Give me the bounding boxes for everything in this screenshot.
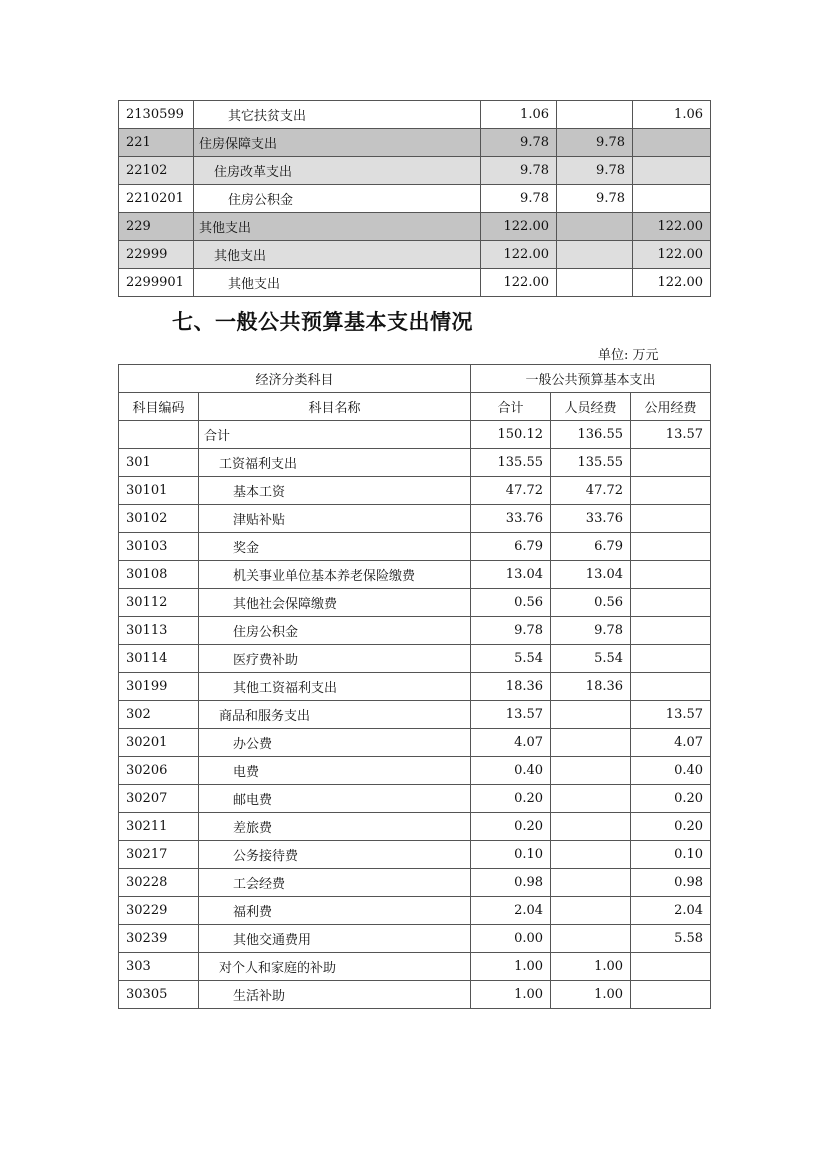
personnel-amount: 6.79 [551,533,631,561]
total-amount: 9.78 [481,157,557,185]
personnel-amount [551,729,631,757]
subject-name: 商品和服务支出 [199,701,471,729]
total-amount: 33.76 [471,505,551,533]
total-amount: 9.78 [481,185,557,213]
personnel-amount [551,757,631,785]
total-amount: 9.78 [471,617,551,645]
personnel-amount: 136.55 [551,421,631,449]
table-row [119,673,711,701]
public-amount [631,505,711,533]
personnel-amount [551,897,631,925]
subject-code: 301 [119,449,199,477]
public-amount [631,645,711,673]
table-row [119,129,711,157]
project-amount [633,185,711,213]
personnel-amount [551,785,631,813]
subject-code: 30201 [119,729,199,757]
table-row [119,533,711,561]
header-row-columns [119,393,711,421]
table-row [119,701,711,729]
total-amount: 1.00 [471,981,551,1009]
subject-name: 住房公积金 [194,185,481,213]
total-amount: 6.79 [471,533,551,561]
personnel-amount: 0.56 [551,589,631,617]
personnel-amount [551,925,631,953]
public-amount: 2.04 [631,897,711,925]
table-row [119,241,711,269]
total-amount: 4.07 [471,729,551,757]
header-subject-code: 科目编码 [119,393,199,421]
subject-code: 30108 [119,561,199,589]
unit-label: 单位: 万元 [598,348,659,363]
subject-name: 医疗费补助 [199,645,471,673]
basic-amount [557,269,633,297]
prior-expense-table [118,100,711,297]
public-amount [631,533,711,561]
table-row [119,953,711,981]
subject-name: 工会经费 [199,869,471,897]
subject-code: 30228 [119,869,199,897]
subject-name: 对个人和家庭的补助 [199,953,471,981]
table-row [119,617,711,645]
table-row [119,477,711,505]
total-amount: 135.55 [471,449,551,477]
subject-name: 合计 [199,421,471,449]
total-amount: 0.98 [471,869,551,897]
header-personnel-expense: 人员经费 [551,393,631,421]
table-row [119,505,711,533]
table-row [119,785,711,813]
project-amount [633,129,711,157]
public-amount [631,953,711,981]
public-amount [631,449,711,477]
public-amount: 0.40 [631,757,711,785]
subject-name: 基本工资 [199,477,471,505]
subject-code: 229 [119,213,194,241]
header-economic-classification: 经济分类科目 [119,365,471,393]
header-total: 合计 [471,393,551,421]
subject-name: 住房改革支出 [194,157,481,185]
total-amount: 0.56 [471,589,551,617]
subject-name: 其他社会保障缴费 [199,589,471,617]
total-amount: 122.00 [481,269,557,297]
subject-name: 福利费 [199,897,471,925]
personnel-amount: 1.00 [551,953,631,981]
table-row [119,185,711,213]
personnel-amount: 5.54 [551,645,631,673]
subject-code: 30102 [119,505,199,533]
total-amount: 9.78 [481,129,557,157]
subject-code: 22999 [119,241,194,269]
header-row-group [119,365,711,393]
basic-amount [557,101,633,129]
table-row [119,897,711,925]
table-row [119,729,711,757]
table-row [119,157,711,185]
subject-name: 机关事业单位基本养老保险缴费 [199,561,471,589]
table-row [119,561,711,589]
subject-name: 津贴补贴 [199,505,471,533]
subject-name: 生活补助 [199,981,471,1009]
subject-code: 303 [119,953,199,981]
subject-code: 30114 [119,645,199,673]
total-amount: 1.06 [481,101,557,129]
personnel-amount [551,701,631,729]
subject-name: 其他交通费用 [199,925,471,953]
subject-name: 公务接待费 [199,841,471,869]
header-basic-expenditure: 一般公共预算基本支出 [471,365,711,393]
basic-amount: 9.78 [557,185,633,213]
total-amount: 2.04 [471,897,551,925]
public-amount: 4.07 [631,729,711,757]
total-amount: 13.04 [471,561,551,589]
total-amount: 47.72 [471,477,551,505]
total-amount: 13.57 [471,701,551,729]
total-amount: 1.00 [471,953,551,981]
subject-name: 其他支出 [194,269,481,297]
personnel-amount: 13.04 [551,561,631,589]
prior-expense-table-body [119,101,711,297]
subject-code: 30217 [119,841,199,869]
basic-amount [557,213,633,241]
total-amount: 122.00 [481,213,557,241]
subject-code: 30112 [119,589,199,617]
table-row [119,269,711,297]
subject-code: 302 [119,701,199,729]
personnel-amount [551,841,631,869]
table-row [119,213,711,241]
personnel-amount: 33.76 [551,505,631,533]
basic-expense-table-body [119,421,711,1009]
total-amount: 18.36 [471,673,551,701]
subject-code: 30305 [119,981,199,1009]
total-amount: 0.40 [471,757,551,785]
subject-code [119,421,199,449]
basic-amount: 9.78 [557,157,633,185]
public-amount: 0.10 [631,841,711,869]
subject-name: 差旅费 [199,813,471,841]
subject-name: 办公费 [199,729,471,757]
section-title: 七、一般公共预算基本支出情况 [172,310,473,334]
subject-code: 30101 [119,477,199,505]
table-row [119,757,711,785]
table-row [119,841,711,869]
subject-code: 30103 [119,533,199,561]
total-amount: 122.00 [481,241,557,269]
personnel-amount: 135.55 [551,449,631,477]
personnel-amount: 47.72 [551,477,631,505]
subject-code: 221 [119,129,194,157]
header-public-expense: 公用经费 [631,393,711,421]
subject-name: 其他工资福利支出 [199,673,471,701]
public-amount: 5.58 [631,925,711,953]
subject-code: 2130599 [119,101,194,129]
public-amount [631,673,711,701]
total-amount: 150.12 [471,421,551,449]
subject-code: 2210201 [119,185,194,213]
basic-amount [557,241,633,269]
project-amount [633,157,711,185]
project-amount: 122.00 [633,241,711,269]
table-row [119,869,711,897]
subject-code: 2299901 [119,269,194,297]
subject-name: 电费 [199,757,471,785]
public-amount [631,617,711,645]
public-amount: 13.57 [631,421,711,449]
subject-name: 其他支出 [194,213,481,241]
public-amount: 0.98 [631,869,711,897]
public-amount [631,981,711,1009]
public-amount [631,477,711,505]
table-row [119,589,711,617]
subject-code: 30199 [119,673,199,701]
subject-code: 22102 [119,157,194,185]
subject-name: 邮电费 [199,785,471,813]
subject-name: 其它扶贫支出 [194,101,481,129]
public-amount [631,589,711,617]
total-amount: 0.20 [471,813,551,841]
subject-name: 住房公积金 [199,617,471,645]
basic-expense-table [118,364,711,1009]
table-row [119,813,711,841]
subject-code: 30211 [119,813,199,841]
personnel-amount: 1.00 [551,981,631,1009]
personnel-amount [551,813,631,841]
project-amount: 122.00 [633,213,711,241]
personnel-amount: 9.78 [551,617,631,645]
personnel-amount: 18.36 [551,673,631,701]
basic-amount: 9.78 [557,129,633,157]
public-amount: 0.20 [631,785,711,813]
total-amount: 5.54 [471,645,551,673]
table-row [119,101,711,129]
subject-code: 30113 [119,617,199,645]
header-subject-name: 科目名称 [199,393,471,421]
table-row [119,925,711,953]
table-row [119,449,711,477]
subject-name: 住房保障支出 [194,129,481,157]
total-amount: 0.10 [471,841,551,869]
subject-code: 30229 [119,897,199,925]
project-amount: 1.06 [633,101,711,129]
public-amount [631,561,711,589]
total-amount: 0.20 [471,785,551,813]
subject-code: 30206 [119,757,199,785]
subject-name: 工资福利支出 [199,449,471,477]
subject-code: 30207 [119,785,199,813]
subject-name: 奖金 [199,533,471,561]
public-amount: 13.57 [631,701,711,729]
table-row [119,421,711,449]
subject-code: 30239 [119,925,199,953]
project-amount: 122.00 [633,269,711,297]
total-amount: 0.00 [471,925,551,953]
table-row [119,981,711,1009]
public-amount: 0.20 [631,813,711,841]
subject-name: 其他支出 [194,241,481,269]
table-row [119,645,711,673]
personnel-amount [551,869,631,897]
